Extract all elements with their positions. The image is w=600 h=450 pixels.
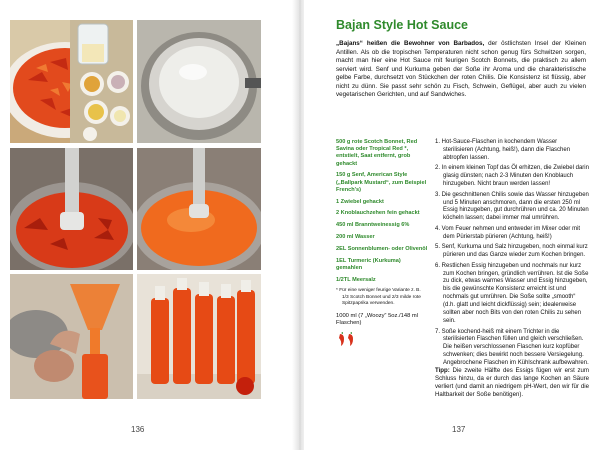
step-item: 5. Senf, Kurkuma und Salz hinzugeben, noch einmal kurz pürieren und das Ganze wieder zum Kochen bringen. [435, 244, 588, 259]
step-item: 1. Hot-Sauce-Flaschen in kochendem Wasser sterilisieren (Achtung, heiß!), dann die Flaschen abtropfen lassen. [435, 139, 571, 161]
ingredient-item: 450 ml Branntweinessig 6% [336, 222, 410, 229]
photo-pot [137, 20, 261, 143]
photo-blending-chilis [10, 148, 133, 270]
ingredient-item: 2 Knoblauchzehen fein gehackt [336, 210, 420, 217]
chili-peppers-icon [336, 332, 428, 346]
ingredient-item: 200 ml Wasser [336, 234, 375, 240]
photo-ingredients-bowls [70, 20, 133, 143]
ingredient-item: 150 g Senf, American Style („Ballpark Mustard“, zum Beispiel French's) [336, 172, 427, 193]
step-item: 6. Restlichen Essig hinzugeben und nochmals nur kurz zum Kochen bringen, gründlich verrühren. Ist die Soße zu dick, etwas warmes Wasser und Essig hinzugeben, bis die gewünschte Konsistenz erreicht ist und nochmals gut umrühren. Die Soße sollte „smooth“ (d.h. glatt und leicht dickflüssig) sein; idealerweise sollten aber noch Bits von den roten Chilis zu sehen sein. [435, 262, 589, 324]
tip-label: Tipp: [435, 367, 450, 374]
right-page [304, 0, 600, 450]
recipe-yield: 1000 ml (7 „Woozy“ 5oz./148 ml Flaschen) [336, 313, 419, 327]
ingredient-item: 1/2TL Meersalz [336, 276, 376, 283]
page-number-right: 137 [452, 425, 466, 434]
photo-pureed-sauce [137, 148, 261, 270]
recipe-tip [435, 367, 589, 399]
instruction-steps [435, 139, 589, 371]
page-number-left: 136 [131, 425, 145, 434]
ingredient-list [336, 139, 428, 346]
ingredient-item: 1EL Turmeric (Kurkuma) gemahlen [336, 257, 401, 271]
step-item: 4. Vom Feuer nehmen und entweder im Mixer oder mit dem Pürierstab pürieren (Achtung, heiß!) [435, 225, 581, 240]
step-item: 2. In einem kleinen Topf das Öl erhitzen, die Zwiebel darin glasig dünsten; nach 2-3 Minuten den Knoblauch hinzugeben. Nicht braun werden lassen! [435, 165, 589, 188]
ingredient-footnote: * Für eine weniger feurige Variante z. B. 1/3 Scotch Bonnet und 2/3 milde rote Spitzpaprika verwenden. [336, 288, 421, 306]
ingredient-item: 500 g rote Scotch Bonnet, Red Savina oder Tropical Red *, entstielt, Saat entfernt, grob gehackt [336, 139, 418, 167]
step-item: 3. Die geschnittenen Chilis sowie das Wasser hinzugeben und 5 Minuten anschmoren, dann die ersten 250 ml Essig hinzugeben, gut durchrühren und ca. 20 Minuten köcheln lassen; dabei immer mal umrühren. [435, 191, 589, 222]
ingredient-item: 2EL Sonnenblumen- oder Olivenöl [336, 245, 428, 252]
step-item: 7. Soße kochend-heiß mit einem Trichter in die sterilisierten Flaschen füllen und gleich verschließen. Die heißen verschlossenen Flaschen kurz kopfüber schwenken; dies bewirkt noch bessere Versiegelung. Angebrochene Flaschen im Kühlschrank aufbewahren. [435, 328, 589, 367]
intro-lead: „Bajans“ heißen die Bewohner von Barbados, [336, 40, 485, 47]
recipe-title: Bajan Style Hot Sauce [336, 18, 468, 32]
photo-filling-funnel [10, 274, 133, 399]
left-page [0, 0, 296, 450]
ingredient-item: 1 Zwiebel gehackt [336, 198, 384, 205]
recipe-intro [336, 40, 586, 100]
photo-filled-bottles [137, 274, 261, 399]
tip-text: Die zweite Hälfte des Essigs fügen wir erst zum Schluss hinzu, da er durch das lange Kochen an Säure verliert (und damit an niedrigem pH-Wert, den wir für die Haltbarkeit der Soße benötigen). [435, 367, 589, 398]
intro-text: der östlichsten Insel der Kleinen Antillen. Als ob die tropischen Temperaturen nicht schon genug fürs Schwitzen sorgen, macht man hier eine Hot Sauce mit feurigen Scotch Bonnets, die praktisch zu allem serviert wird. Senf und Kurkuma geben der Soße ihr Aroma und die charakteristische gelbe Farbe, durchsetzt von Stückchen der roten Chilis. Die Konsistenz ist flüssig, aber nicht zu dünn. Sie passt sehr schön zu Fisch, Schwein, Geflügel, aber auch zu vielen vegetarischen Gerichten, und auf Sandwiches. [336, 40, 586, 98]
